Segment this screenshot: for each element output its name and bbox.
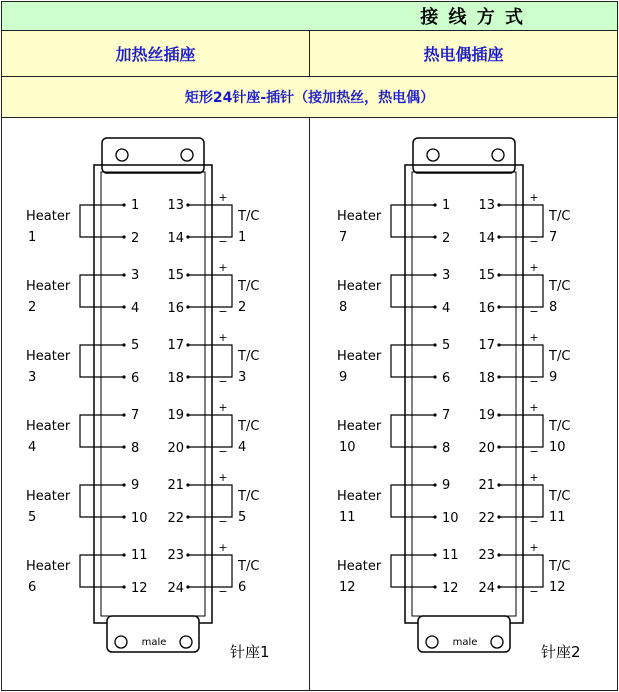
thermocouple-label: T/C <box>549 279 571 294</box>
thermocouple-label: T/C <box>238 419 260 434</box>
pin-number: 5 <box>442 338 451 353</box>
pin-number: 6 <box>442 371 451 386</box>
heater-wire <box>391 345 435 377</box>
pin-dot <box>186 413 189 416</box>
pin-number: 4 <box>442 301 451 316</box>
pin-dot <box>433 585 436 588</box>
thermocouple-group <box>478 261 570 318</box>
heater-label: Heater <box>26 559 71 574</box>
pin-number: 2 <box>442 231 451 246</box>
pin-number: 24 <box>478 581 495 596</box>
heater-label: Heater <box>337 349 382 364</box>
heater-number: 11 <box>339 510 356 525</box>
positive-terminal: + <box>218 191 228 204</box>
pin-number: 8 <box>131 441 140 456</box>
pin-dot <box>497 483 500 486</box>
negative-terminal: − <box>529 375 539 388</box>
heater-wire <box>391 415 435 447</box>
pin-number: 1 <box>131 198 140 213</box>
heater-group <box>337 478 459 526</box>
pin-number: 11 <box>131 548 148 563</box>
heater-label: Heater <box>337 489 382 504</box>
pin-number: 1 <box>442 198 451 213</box>
thermocouple-wire <box>499 345 543 377</box>
pin-dot <box>122 445 125 448</box>
heater-wire <box>391 485 435 517</box>
heater-group <box>337 198 450 246</box>
pin-dot <box>433 553 436 556</box>
thermocouple-number: 7 <box>549 230 558 245</box>
thermocouple-label: T/C <box>238 209 260 224</box>
negative-terminal: − <box>218 445 228 458</box>
thermocouple-group <box>478 471 570 528</box>
pin-dot <box>497 203 500 206</box>
thermocouple-group <box>167 261 259 318</box>
pin-number: 5 <box>131 338 140 353</box>
heater-number: 10 <box>339 440 356 455</box>
heater-wire <box>391 555 435 587</box>
pin-dot <box>433 203 436 206</box>
thermocouple-label: T/C <box>549 209 571 224</box>
heater-group <box>26 478 148 526</box>
heater-number: 9 <box>339 370 348 385</box>
thermocouple-group <box>478 331 570 388</box>
connector-shell-outer <box>94 165 212 623</box>
heater-number: 12 <box>339 580 356 595</box>
thermocouple-group <box>478 401 570 458</box>
pin-number: 12 <box>442 581 459 596</box>
heater-number: 3 <box>28 370 37 385</box>
heater-number: 1 <box>28 230 37 245</box>
pin-number: 13 <box>167 198 184 213</box>
heater-label: Heater <box>337 419 382 434</box>
pin-dot <box>186 553 189 556</box>
positive-terminal: + <box>529 331 539 344</box>
pin-dot <box>122 305 125 308</box>
pin-dot <box>433 273 436 276</box>
thermocouple-label: T/C <box>238 489 260 504</box>
pin-dot <box>497 553 500 556</box>
pin-number: 3 <box>131 268 140 283</box>
heater-wire <box>80 485 124 517</box>
heater-wire <box>80 205 124 237</box>
pin-dot <box>433 305 436 308</box>
pin-dot <box>122 375 125 378</box>
heater-socket-heading: 加热丝插座 <box>115 45 196 64</box>
negative-terminal: − <box>218 585 228 598</box>
pin-number: 21 <box>478 478 495 493</box>
pin-dot <box>497 413 500 416</box>
heater-group <box>26 408 139 456</box>
positive-terminal: + <box>218 401 228 414</box>
heater-label: Heater <box>26 209 71 224</box>
thermocouple-number: 8 <box>549 300 558 315</box>
pin-number: 15 <box>167 268 184 283</box>
negative-terminal: − <box>529 235 539 248</box>
pin-number: 17 <box>478 338 495 353</box>
pin-dot <box>433 483 436 486</box>
pin-dot <box>122 273 125 276</box>
negative-terminal: − <box>218 305 228 318</box>
thermocouple-group <box>167 331 259 388</box>
pin-dot <box>433 445 436 448</box>
thermocouple-number: 4 <box>238 440 247 455</box>
thermocouple-label: T/C <box>238 279 260 294</box>
heater-group <box>26 268 139 316</box>
heater-wire <box>80 275 124 307</box>
heater-label: Heater <box>26 279 71 294</box>
pin-dot <box>122 585 125 588</box>
pin-dot <box>497 515 500 518</box>
heater-group <box>337 338 450 386</box>
pin-number: 18 <box>478 371 495 386</box>
page-title: 接 线 方 式 <box>420 7 525 28</box>
thermocouple-number: 11 <box>549 510 566 525</box>
pin-dot <box>497 343 500 346</box>
thermocouple-wire <box>499 275 543 307</box>
pin-dot <box>186 235 189 238</box>
pin-dot <box>497 585 500 588</box>
pin-number: 22 <box>167 511 184 526</box>
positive-terminal: + <box>218 261 228 274</box>
pin-dot <box>433 413 436 416</box>
subtitle: 矩形24针座-插针（接加热丝，热电偶） <box>184 90 435 106</box>
pin-number: 4 <box>131 301 140 316</box>
pin-dot <box>122 343 125 346</box>
negative-terminal: − <box>529 305 539 318</box>
thermocouple-group <box>478 541 570 598</box>
positive-terminal: + <box>529 191 539 204</box>
thermocouple-number: 6 <box>238 580 247 595</box>
pin-number: 13 <box>478 198 495 213</box>
pin-number: 19 <box>478 408 495 423</box>
heater-label: Heater <box>26 419 71 434</box>
pin-number: 3 <box>442 268 451 283</box>
heater-number: 8 <box>339 300 348 315</box>
thermocouple-number: 12 <box>549 580 566 595</box>
thermocouple-group <box>167 401 259 458</box>
pin-dot <box>122 413 125 416</box>
pin-dot <box>497 445 500 448</box>
connector-gender-label: male <box>452 637 478 648</box>
thermocouple-group <box>167 471 259 528</box>
thermocouple-group <box>167 541 259 598</box>
pin-dot <box>497 273 500 276</box>
negative-terminal: − <box>529 445 539 458</box>
pin-dot <box>122 203 125 206</box>
thermocouple-label: T/C <box>549 559 571 574</box>
negative-terminal: − <box>218 375 228 388</box>
pin-dot <box>497 375 500 378</box>
heater-wire <box>391 275 435 307</box>
thermocouple-wire <box>188 415 232 447</box>
heater-group <box>26 338 139 386</box>
pin-number: 21 <box>167 478 184 493</box>
pin-number: 23 <box>478 548 495 563</box>
thermocouple-label: T/C <box>549 419 571 434</box>
pin-number: 2 <box>131 231 140 246</box>
pin-number: 14 <box>167 231 184 246</box>
connector-top-ear <box>413 138 515 173</box>
heater-label: Heater <box>26 489 71 504</box>
connector-gender-label: male <box>141 637 167 648</box>
thermocouple-wire <box>188 555 232 587</box>
thermocouple-wire <box>188 205 232 237</box>
thermocouple-number: 1 <box>238 230 247 245</box>
negative-terminal: − <box>218 515 228 528</box>
heater-label: Heater <box>337 279 382 294</box>
pin-number: 16 <box>478 301 495 316</box>
pin-number: 22 <box>478 511 495 526</box>
thermocouple-wire <box>499 205 543 237</box>
pin-dot <box>186 343 189 346</box>
pin-dot <box>186 515 189 518</box>
heater-label: Heater <box>337 559 382 574</box>
connector-shell-inner <box>412 172 516 616</box>
socket-caption: 针座1 <box>230 643 270 661</box>
thermocouple-number: 10 <box>549 440 566 455</box>
connector-shell-inner <box>101 172 205 616</box>
mounting-hole <box>181 149 193 161</box>
negative-terminal: − <box>218 235 228 248</box>
pin-number: 17 <box>167 338 184 353</box>
heater-number: 5 <box>28 510 37 525</box>
thermocouple-wire <box>499 485 543 517</box>
pin-number: 15 <box>478 268 495 283</box>
heater-wire <box>80 415 124 447</box>
heater-number: 6 <box>28 580 37 595</box>
pin-number: 7 <box>131 408 140 423</box>
pin-dot <box>497 305 500 308</box>
thermocouple-wire <box>188 485 232 517</box>
pin-dot <box>433 343 436 346</box>
heater-label: Heater <box>26 349 71 364</box>
heater-label: Heater <box>337 209 382 224</box>
pin-number: 6 <box>131 371 140 386</box>
connector-panel-2 <box>337 138 581 661</box>
mounting-hole <box>116 149 128 161</box>
heater-wire <box>80 345 124 377</box>
socket-caption: 针座2 <box>541 643 581 661</box>
connector-panel-1 <box>26 138 270 661</box>
thermocouple-label: T/C <box>549 349 571 364</box>
thermocouple-number: 2 <box>238 300 247 315</box>
pin-number: 20 <box>167 441 184 456</box>
thermocouple-number: 5 <box>238 510 247 525</box>
pin-number: 12 <box>131 581 148 596</box>
pin-number: 23 <box>167 548 184 563</box>
pin-dot <box>122 553 125 556</box>
negative-terminal: − <box>529 515 539 528</box>
mounting-hole <box>427 149 439 161</box>
heater-number: 4 <box>28 440 37 455</box>
thermocouple-label: T/C <box>238 559 260 574</box>
pin-number: 16 <box>167 301 184 316</box>
pin-dot <box>186 305 189 308</box>
pin-number: 8 <box>442 441 451 456</box>
heater-group <box>337 268 450 316</box>
pin-number: 19 <box>167 408 184 423</box>
pin-dot <box>433 515 436 518</box>
pin-dot <box>122 515 125 518</box>
positive-terminal: + <box>529 541 539 554</box>
thermocouple-label: T/C <box>549 489 571 504</box>
pin-number: 18 <box>167 371 184 386</box>
pin-dot <box>186 483 189 486</box>
heater-wire <box>80 555 124 587</box>
thermocouple-number: 9 <box>549 370 558 385</box>
heater-group <box>337 548 459 596</box>
pin-dot <box>497 235 500 238</box>
pin-number: 11 <box>442 548 459 563</box>
pin-dot <box>122 483 125 486</box>
positive-terminal: + <box>529 261 539 274</box>
heater-number: 2 <box>28 300 37 315</box>
connector-top-ear <box>102 138 204 173</box>
pin-dot <box>186 585 189 588</box>
thermocouple-label: T/C <box>238 349 260 364</box>
thermocouple-number: 3 <box>238 370 247 385</box>
positive-terminal: + <box>529 401 539 414</box>
pin-dot <box>433 375 436 378</box>
pin-number: 7 <box>442 408 451 423</box>
thermocouple-wire <box>188 345 232 377</box>
positive-terminal: + <box>218 331 228 344</box>
thermocouple-group <box>478 191 570 248</box>
pin-dot <box>186 203 189 206</box>
heater-group <box>26 198 139 246</box>
mounting-hole <box>492 149 504 161</box>
thermocouple-wire <box>499 555 543 587</box>
pin-dot <box>122 235 125 238</box>
thermocouple-socket-heading: 热电偶插座 <box>423 45 504 64</box>
heater-group <box>337 408 450 456</box>
pin-number: 9 <box>131 478 140 493</box>
pin-number: 24 <box>167 581 184 596</box>
heater-group <box>26 548 148 596</box>
pin-dot <box>433 235 436 238</box>
positive-terminal: + <box>218 471 228 484</box>
heater-number: 7 <box>339 230 348 245</box>
connector-shell-outer <box>405 165 523 623</box>
positive-terminal: + <box>218 541 228 554</box>
pin-dot <box>186 375 189 378</box>
negative-terminal: − <box>529 585 539 598</box>
pin-number: 20 <box>478 441 495 456</box>
thermocouple-wire <box>499 415 543 447</box>
pin-dot <box>186 445 189 448</box>
pin-number: 14 <box>478 231 495 246</box>
pin-number: 9 <box>442 478 451 493</box>
positive-terminal: + <box>529 471 539 484</box>
pin-dot <box>186 273 189 276</box>
thermocouple-wire <box>188 275 232 307</box>
heater-wire <box>391 205 435 237</box>
thermocouple-group <box>167 191 259 248</box>
pin-number: 10 <box>131 511 148 526</box>
pin-number: 10 <box>442 511 459 526</box>
